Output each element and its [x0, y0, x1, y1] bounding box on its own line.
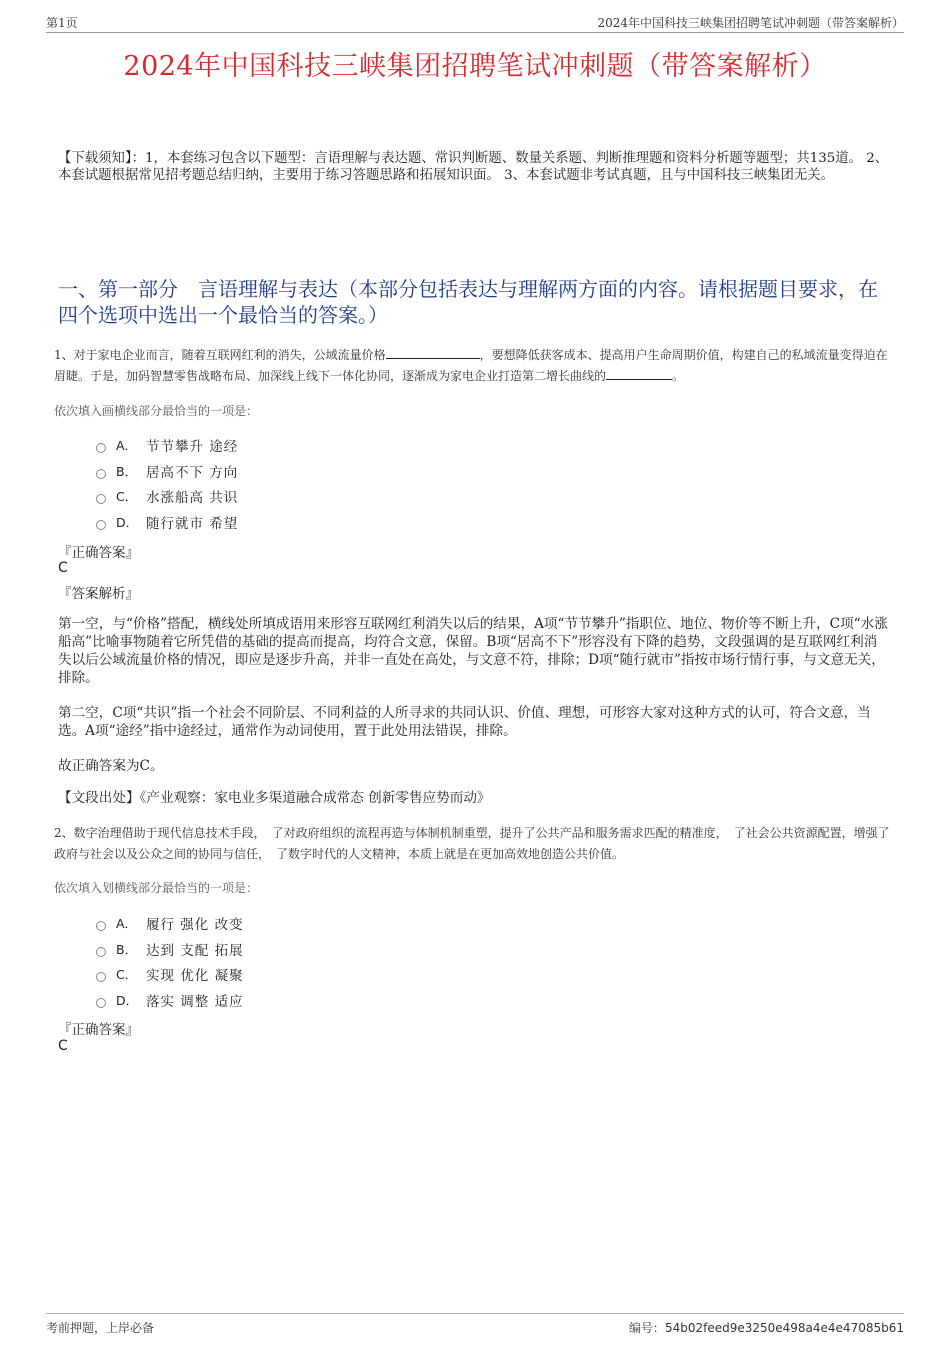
radio-icon[interactable]: [96, 998, 106, 1008]
page-footer: [46, 1313, 904, 1336]
option-a[interactable]: A． 节节攀升 途经: [96, 432, 238, 458]
analysis-conclusion: 故正确答案为C。: [58, 758, 164, 774]
footer-serial: 编号：54b02feed9e3250e498a4e4e47085b61: [628, 1321, 904, 1335]
answer-label: 『正确答案』: [58, 545, 139, 561]
question-1-stem: 1、对于家电企业而言，随着互联网红利的消失，公域流量价格 ，要想降低获客成本、提高用户生命周期价值，构建自己的私域流量变得迫在眉睫。于是，加码智慧零售战略布局、加深线上线下一体化协同，逐渐成为家电企业打造第二增长曲线的 。: [54, 345, 890, 387]
option-d[interactable]: D． 落实 调整 适应: [96, 987, 244, 1013]
radio-icon[interactable]: [96, 443, 106, 453]
option-b[interactable]: B． 居高不下 方向: [96, 458, 238, 484]
option-d[interactable]: D． 随行就市 希望: [96, 509, 238, 535]
correct-answer: C: [58, 560, 68, 576]
question-2-prompt: 依次填入划横线部分最恰当的一项是：: [54, 881, 259, 895]
question-1-prompt: 依次填入画横线部分最恰当的一项是：: [54, 404, 259, 418]
radio-icon[interactable]: [96, 520, 106, 530]
option-c[interactable]: C． 实现 优化 凝聚: [96, 961, 244, 987]
option-b[interactable]: B． 达到 支配 拓展: [96, 936, 244, 962]
analysis-paragraph-1: 第一空，与“价格”搭配，横线处所填成语用来形容互联网红利消失以后的结果，A项“节节攀升”指职位、地位、物价等不断上升，C项“水涨船高”比喻事物随着它所凭借的基础的提高而提高，均符合文意，保留。B项“居高不下”形容没有下降的趋势，文段强调的是互联网红利消失以后公域流量价格的情况，即应是逐步升高，并非一直处在高处，与文意不符，排除；D项“随行就市”指按市场行情行事，与文意无关，排除。: [58, 616, 888, 686]
document-title: 2024年中国科技三峡集团招聘笔试冲刺题（带答案解析）: [123, 51, 827, 82]
serial-code: 54b02feed9e3250e498a4e4e47085b61: [664, 1321, 904, 1335]
option-a[interactable]: A． 履行 强化 改变: [96, 910, 244, 936]
question-1-options: [96, 432, 238, 535]
question-2-stem: 2、数字治理借助于现代信息技术手段， 了对政府组织的流程再造与体制机制重塑，提升了公共产品和服务需求匹配的精准度， 了社会公共资源配置，增强了政府与社会以及公众之间的协同与信任， 了数字时代的人文精神，本质上就是在更加高效地创造公共价值。: [54, 826, 890, 861]
analysis-paragraph-2: 第二空，C项“共识”指一个社会不同阶层、不同利益的人所寻求的共同认识、价值、理想，可形容大家对这种方式的认可，符合文意，当选。A项“途经”指中途经过，通常作为动词使用，置于此处用法错误，排除。: [58, 705, 871, 739]
radio-icon[interactable]: [96, 494, 106, 504]
radio-icon[interactable]: [96, 469, 106, 479]
answer-label: 『正确答案』: [58, 1022, 139, 1038]
radio-icon[interactable]: [96, 947, 106, 957]
download-notice: 【下载须知】：1，本套练习包含以下题型：言语理解与表达题、常识判断题、数量关系题、判断推理题和资料分析题等题型；共135道。 2、本套试题根据常见招考题总结归纳，主要用于练习答题思路和拓展知识面。 3、本套试题非考试真题，且与中国科技三峡集团无关。: [58, 151, 889, 183]
blank-1: [386, 345, 480, 359]
page-header: [46, 14, 904, 33]
radio-icon[interactable]: [96, 972, 106, 982]
blank-2: [606, 366, 672, 380]
footer-slogan: 考前押题，上岸必备: [46, 1321, 155, 1335]
section-title: 一、第一部分 言语理解与表达（本部分包括表达与理解两方面的内容。请根据题目要求，在四个选项中选出一个最恰当的答案。）: [58, 277, 878, 327]
option-c[interactable]: C． 水涨船高 共识: [96, 483, 238, 509]
source-citation: 【文段出处】《产业观察：家电业多渠道融合成常态 创新零售应势而动》: [58, 790, 491, 806]
header-doc-title: 2024年中国科技三峡集团招聘笔试冲刺题（带答案解析）: [597, 16, 904, 30]
radio-icon[interactable]: [96, 921, 106, 931]
question-2-options: [96, 910, 244, 1013]
correct-answer: C: [58, 1038, 68, 1054]
page-number: 第1页: [46, 16, 78, 30]
analysis-label: 『答案解析』: [58, 586, 139, 602]
